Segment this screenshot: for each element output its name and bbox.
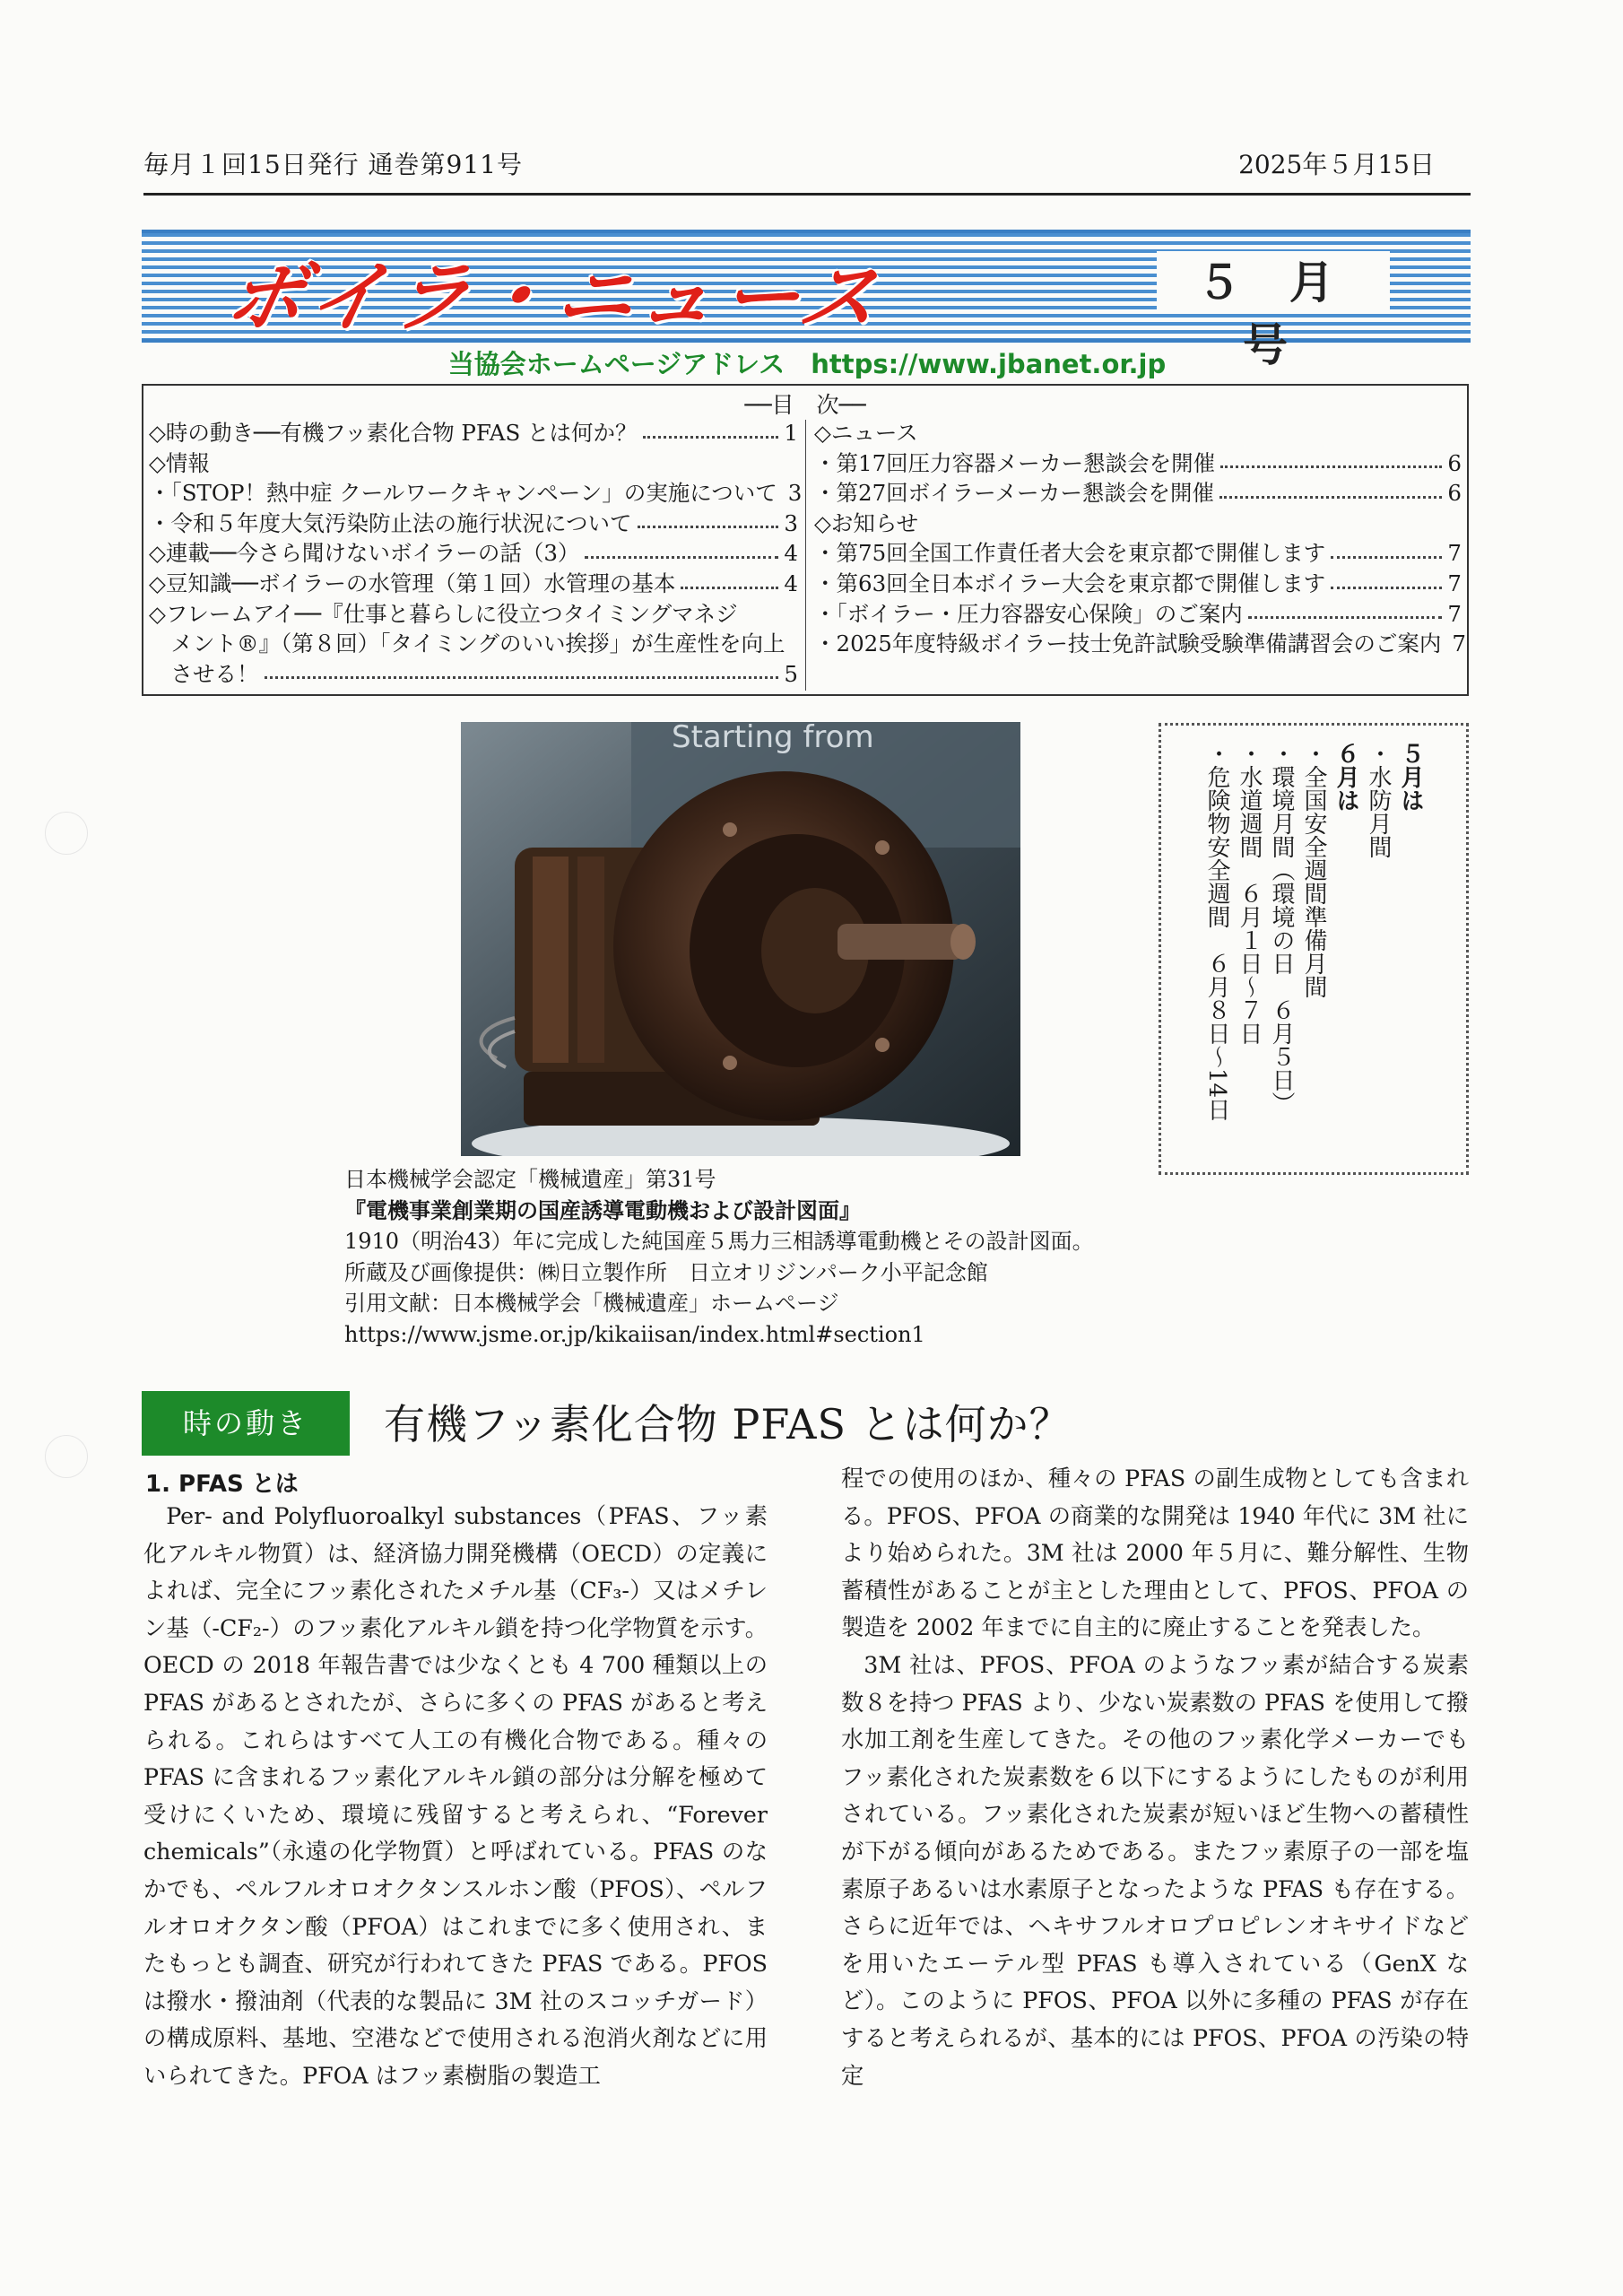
toc-leader-dots bbox=[1331, 538, 1442, 559]
toc-page-number: 4 bbox=[784, 570, 798, 596]
june-heading: ６月は bbox=[1332, 742, 1359, 812]
toc-entry[interactable] bbox=[814, 569, 1462, 599]
june-item: ・全国安全週間準備月間 bbox=[1300, 742, 1327, 998]
toc-entry[interactable] bbox=[149, 478, 803, 509]
toc-page-number: 7 bbox=[1447, 600, 1462, 627]
toc-entry[interactable] bbox=[149, 659, 798, 690]
toc-entry-title: ◇時の動き──有機フッ素化合物 PFAS とは何か？ bbox=[149, 420, 638, 446]
section-heading: 1. PFAS とは bbox=[145, 1471, 299, 1498]
toc-right-column bbox=[814, 418, 1466, 659]
may-item: ・水防月間 bbox=[1365, 742, 1392, 858]
toc-entry-title: ・第75回全国工作責任者大会を東京都で開催します bbox=[814, 540, 1326, 567]
monthly-events-box bbox=[1159, 723, 1469, 1175]
toc-page-number: 6 bbox=[1447, 449, 1462, 476]
toc-leader-dots bbox=[681, 569, 778, 589]
june-item: ・危険物安全週間 ６月８日～14日 bbox=[1203, 742, 1230, 1122]
toc-entry-title: ◇お知らせ bbox=[814, 509, 919, 536]
paragraph: Per- and Polyfluoroalkyl substances（PFAS、フッ素化アルキル物質）は、経済協力開発機構（OECD）の定義によれば、完全にフッ素化されたメチル基（CF₃-）又はメチレン基（-CF₂-）のフッ素化アルキル鎖を持つ化学物質を示す。OECD の 2018 年報告書では少なくとも 4 700 種類以上の PFAS があるとされたが、さらに多くの PFAS があると考えられる。これらはすべて人工の有機化合物である。種々の PFAS に含まれるフッ素化アルキル鎖の部分は分解を極めて受けにくいため、環境に残留すると考えられ、“Forever chemicals”（永遠の化学物質）と呼ばれている。PFAS のなかでも、ペルフルオロオクタンスルホン酸（PFOS）、ペルフルオロオクタン酸（PFOA）はこれまでに多く使用され、またもっとも調査、研究が行われてきた PFAS である。PFOS は撥水・撥油剤（代表的な製品に 3M 社のスコッチガード）の構成原料、基地、空港などで使用される泡消火剤などに用いられてきた。PFOA はフッ素樹脂の製造工 bbox=[143, 1503, 768, 2089]
issue-date: 2025年５月15日 bbox=[1238, 150, 1435, 179]
toc-entry[interactable] bbox=[814, 509, 1462, 539]
toc-page-number: 6 bbox=[1447, 480, 1462, 507]
may-heading: ５月は bbox=[1397, 742, 1424, 812]
toc-entry-title: ◇情報 bbox=[149, 449, 210, 476]
punch-hole-mark bbox=[45, 1435, 88, 1478]
toc-entry-title: ◇フレームアイ──『仕事と暮らしに役立つタイミングマネジ bbox=[149, 600, 738, 627]
issue-frequency: 毎月１回15日発行 通巻第911号 bbox=[143, 150, 523, 179]
toc-entry-title: させる！ bbox=[149, 660, 259, 687]
toc-entry-title: メント®』（第８回）「タイミングのいい挨拶」が生産性を向上 bbox=[149, 631, 785, 657]
caption-line: 所蔵及び画像提供：㈱日立製作所 日立オリジンパーク小平記念館 bbox=[344, 1259, 988, 1285]
toc-entry[interactable] bbox=[149, 629, 798, 659]
toc-leader-dots bbox=[1248, 599, 1443, 620]
toc-entry[interactable] bbox=[149, 418, 798, 448]
museum-sign-text: Starting from bbox=[672, 722, 874, 755]
punch-hole-mark bbox=[45, 812, 88, 855]
toc-entry-title: ・「STOP！熱中症 クールワークキャンペーン」の実施について bbox=[149, 480, 777, 507]
masthead-title: ボイラ・ニュース bbox=[217, 253, 893, 343]
june-item: ・水道週間 ６月１日～７日 bbox=[1236, 742, 1263, 1045]
toc-entry[interactable] bbox=[814, 629, 1466, 659]
toc-divider bbox=[805, 420, 806, 691]
caption-line: 1910（明治43）年に完成した純国産５馬力三相誘導電動機とその設計図面。 bbox=[344, 1229, 1094, 1254]
toc-entry-title: ◇連載──今さら聞けないボイラーの話（3） bbox=[149, 540, 580, 567]
header-rule bbox=[143, 193, 1471, 196]
toc-left-column bbox=[149, 418, 803, 689]
toc-leader-dots bbox=[638, 509, 779, 529]
toc-entry[interactable] bbox=[149, 569, 798, 599]
toc-entry-title: ◇豆知識──ボイラーの水管理（第１回）水管理の基本 bbox=[149, 570, 676, 596]
motor-photo bbox=[461, 722, 1020, 1156]
toc-entry-title: ・2025年度特級ボイラー技士免許試験受験準備講習会のご案内 bbox=[814, 631, 1442, 657]
caption-line: 日本機械学会認定「機械遺産」第31号 bbox=[344, 1167, 716, 1192]
toc-leader-dots bbox=[1219, 478, 1442, 499]
article-column-right bbox=[841, 1460, 1469, 2094]
toc-page-number: 7 bbox=[1447, 570, 1462, 596]
toc-leader-dots bbox=[265, 659, 779, 680]
toc-page-number: 3 bbox=[784, 509, 798, 536]
toc-page-number: 1 bbox=[784, 420, 798, 446]
toc-leader-dots bbox=[1331, 569, 1442, 589]
caption-line: 引用文献：日本機械学会「機械遺産」ホームページ bbox=[344, 1291, 839, 1316]
induction-motor-image bbox=[461, 722, 1020, 1156]
paragraph: 3M 社は、PFOS、PFOA のようなフッ素が結合する炭素数８を持つ PFAS より、少ない炭素数の PFAS を使用して撥水加工剤を生産してきた。その他のフッ素化学メーカーでもフッ素化された炭素数を６以下にするようにしたものが利用されている。フッ素化された炭素が短いほど生物への蓄積性が下がる傾向があるためである。またフッ素原子の一部を塩素原子あるいは水素原子となったような PFAS も存在する。さらに近年では、ヘキサフルオロプロピレンオキサイドなどを用いたエーテル型 PFAS も導入されている（GenX など）。このように PFOS、PFOA 以外に多種の PFAS が存在すると考えられるが、基本的には PFOS、PFOA の汚染の特定 bbox=[841, 1651, 1469, 2089]
june-item: ・環境月間（環境の日 ６月５日） bbox=[1268, 742, 1295, 1115]
photo-caption bbox=[344, 1164, 1094, 1350]
toc-entry[interactable] bbox=[149, 599, 798, 630]
toc-entry-title: ・令和５年度大気汚染防止法の施行状況について bbox=[149, 509, 632, 536]
toc-page-number: 4 bbox=[784, 540, 798, 567]
paragraph: 程での使用のほか、種々の PFAS の副生成物としても含まれる。PFOS、PFOA の商業的な開発は 1940 年代に 3M 社により始められた。3M 社は 2000 年５月に、難分解性、生物蓄積性があることが主とした理由として、PFOS、PFOA の製造を 2002 年までに自主的に廃止することを発表した。 bbox=[841, 1465, 1469, 1641]
toc-entry-title: ・第27回ボイラーメーカー懇談会を開催 bbox=[814, 480, 1214, 507]
toc-leader-dots bbox=[585, 538, 778, 559]
toc-leader-dots bbox=[643, 418, 779, 439]
toc-page-number: 3 bbox=[787, 480, 803, 507]
toc-title: ──目 次── bbox=[744, 392, 866, 418]
toc-entry[interactable] bbox=[814, 418, 1462, 448]
toc-entry[interactable] bbox=[814, 478, 1462, 509]
article-title: 有機フッ素化合物 PFAS とは何か？ bbox=[384, 1400, 1072, 1448]
toc-entry-title: ◇ニュース bbox=[814, 420, 918, 446]
homepage-address[interactable]: 当協会ホームページアドレス https://www.jbanet.or.jp bbox=[447, 349, 1167, 379]
toc-entry-title: ・第17回圧力容器メーカー懇談会を開催 bbox=[814, 449, 1216, 476]
toc-page-number: 7 bbox=[1447, 540, 1462, 567]
toc-entry[interactable] bbox=[814, 599, 1462, 630]
toc-entry-title: ・「ボイラー・圧力容器安心保険」のご案内 bbox=[814, 600, 1243, 627]
toc-page-number: 5 bbox=[784, 660, 798, 687]
caption-url[interactable]: https://www.jsme.or.jp/kikaiisan/index.html#section1 bbox=[344, 1321, 925, 1347]
masthead-issue: ５ 月 号 bbox=[1157, 251, 1390, 314]
toc-entry[interactable] bbox=[149, 538, 798, 569]
toc-entry[interactable] bbox=[814, 538, 1462, 569]
toc-page-number: 7 bbox=[1452, 631, 1466, 657]
toc-entry[interactable] bbox=[149, 448, 798, 479]
caption-heritage-title: 『電機事業創業期の国産誘導電動機および設計図面』 bbox=[344, 1197, 861, 1223]
section-tag: 時の動き bbox=[142, 1391, 350, 1456]
toc-entry[interactable] bbox=[814, 448, 1462, 479]
article-column-left bbox=[143, 1498, 768, 2095]
toc-leader-dots bbox=[1220, 448, 1442, 469]
toc-entry[interactable] bbox=[149, 509, 798, 539]
toc-entry-title: ・第63回全日本ボイラー大会を東京都で開催します bbox=[814, 570, 1326, 596]
